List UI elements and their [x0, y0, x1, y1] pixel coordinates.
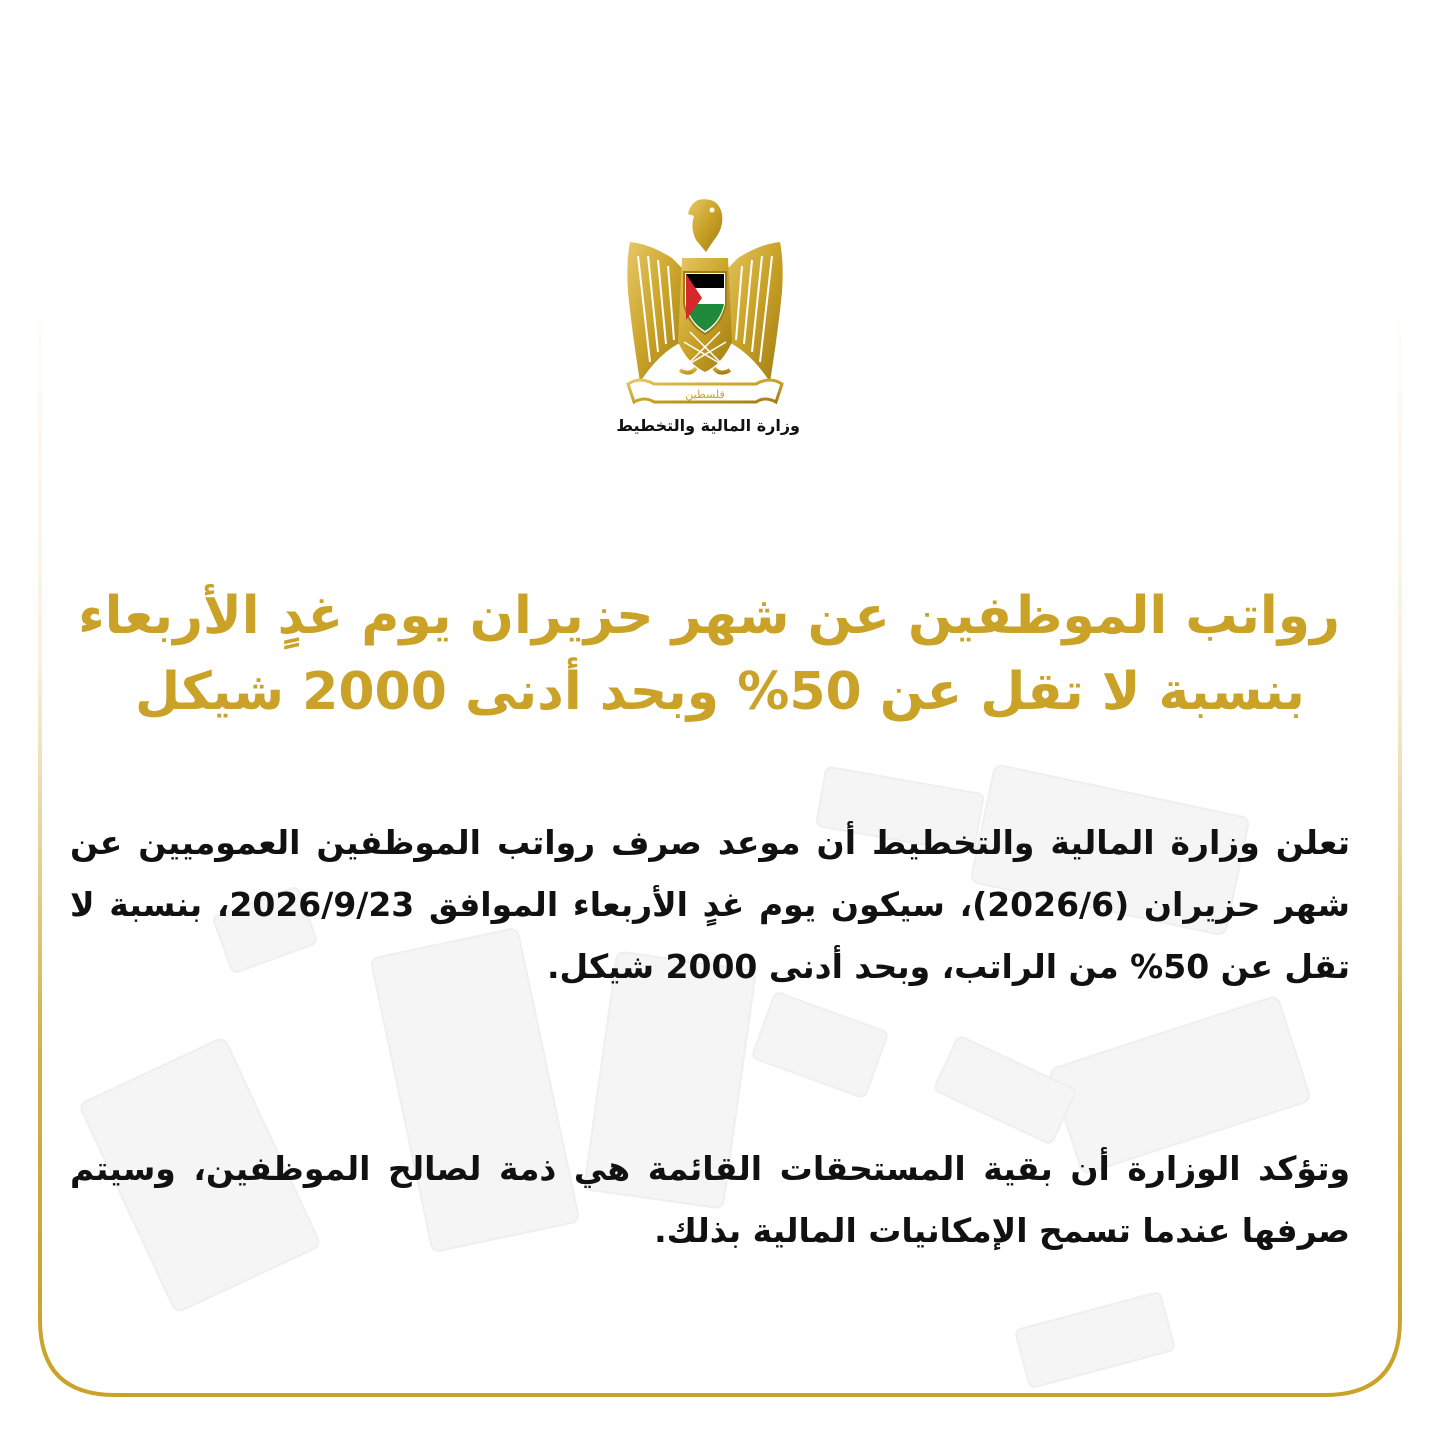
- emblem-inscription: فلسطين: [685, 388, 725, 401]
- announcement-paragraph: تعلن وزارة المالية والتخطيط أن موعد صرف رواتب الموظفين العموميين عن شهر حزيران (2026/6)، سيكون يوم غدٍ الأربعاء الموافق 2026/9/23، بنسبة لا تقل عن 50% من الراتب، وبحد أدنى 2000 شيكل.: [70, 823, 1351, 986]
- headline-line-1: رواتب الموظفين عن شهر حزيران يوم غدٍ الأربعاء: [78, 586, 1340, 646]
- confirmation-paragraph: وتؤكد الوزارة أن بقية المستحقات القائمة هي ذمة لصالح الموظفين، وسيتم صرفها عندما تسمح الإمكانيات المالية بذلك.: [70, 1149, 1350, 1250]
- headline: [78, 578, 1340, 730]
- ministry-name: وزارة المالية والتخطيط: [616, 416, 800, 435]
- palestine-eagle-emblem-icon: [610, 192, 800, 417]
- headline-line-2: بنسبة لا تقل عن 50% وبحد أدنى 2000 شيكل: [135, 662, 1305, 722]
